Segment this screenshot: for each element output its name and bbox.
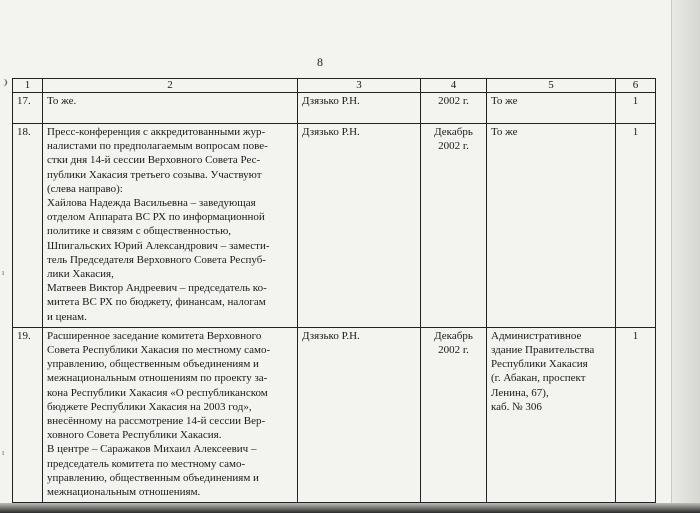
description-line: Шпигальских Юрий Александрович – замести- xyxy=(47,239,270,252)
description-line: межнациональным отношениям. xyxy=(47,486,201,499)
description-line: Расширенное заседание комитета Верховного xyxy=(47,329,262,342)
location-line: (г. Абакан, проспект xyxy=(491,372,586,385)
description-line: политике и связям с общественностью, xyxy=(47,225,232,238)
column-header: 4 xyxy=(421,79,487,93)
description-line: налистами по предполагаемым вопросам пове- xyxy=(47,140,268,153)
row-description xyxy=(43,124,298,328)
row-number: 17. xyxy=(13,93,43,124)
location-line: здание Правительства xyxy=(491,344,595,357)
row-location xyxy=(487,93,616,124)
column-header: 6 xyxy=(616,79,656,93)
margin-mark: ı xyxy=(2,448,5,457)
location-line: То же xyxy=(491,126,518,138)
row-author: Дзязько Р.Н. xyxy=(298,327,421,502)
description-line: управлению, общественным объединениям и xyxy=(47,471,259,484)
column-header: 3 xyxy=(298,79,421,93)
date-line: Декабрь xyxy=(434,329,473,342)
description-line: В центре – Саражаков Михаил Алексеевич – xyxy=(47,443,257,456)
description-line: публики Хакасия третьего созыва. Участвуют xyxy=(47,168,262,181)
records-table xyxy=(12,78,656,503)
column-header: 5 xyxy=(487,79,616,93)
row-location xyxy=(487,124,616,328)
description-line: внесённому на рассмотрение 14-й сессии Вер- xyxy=(47,415,266,428)
location-line: Ленина, 67), xyxy=(491,386,549,399)
row-date xyxy=(421,327,487,502)
description-line: отделом Аппарата ВС РХ по информационной xyxy=(47,211,265,224)
location-line: То же xyxy=(491,95,518,107)
date-line: Декабрь xyxy=(434,126,473,138)
row-author: Дзязько Р.Н. xyxy=(298,93,421,124)
row-count: 1 xyxy=(616,124,656,328)
location-line: Республики Хакасия xyxy=(491,358,588,371)
description-line: тель Председателя Верховного Совета Респуб- xyxy=(47,253,266,266)
scan-bottom-edge xyxy=(0,503,700,513)
table-row xyxy=(13,327,656,502)
description-line: Пресс-конференция с аккредитованными жур- xyxy=(47,126,266,138)
description-line: и ценам. xyxy=(47,310,87,323)
location-line: каб. № 306 xyxy=(491,400,542,413)
description-line: межнациональным отношениям по проекту за- xyxy=(47,372,268,385)
row-date xyxy=(421,124,487,328)
row-location xyxy=(487,327,616,502)
page-number: 8 xyxy=(317,55,323,69)
description-line: кона Республики Хакасия «О республиканском xyxy=(47,386,268,399)
row-author: Дзязько Р.Н. xyxy=(298,124,421,328)
description-line: ховного Совета Республики Хакасия. xyxy=(47,429,222,442)
description-line: Матвеев Виктор Андреевич – председатель ко- xyxy=(47,282,267,295)
margin-mark: ❩ xyxy=(2,78,9,87)
row-description xyxy=(43,327,298,502)
description-line: стки дня 14-й сессии Верховного Совета Рес- xyxy=(47,154,261,167)
column-header: 2 xyxy=(43,79,298,93)
row-count: 1 xyxy=(616,327,656,502)
column-header: 1 xyxy=(13,79,43,93)
row-count: 1 xyxy=(616,93,656,124)
location-line: Административное xyxy=(491,329,582,342)
description-line: (слева направо): xyxy=(47,182,123,195)
table-header-row xyxy=(13,79,656,93)
description-line: лики Хакасия, xyxy=(47,268,114,281)
description-line: бюджете Республики Хакасия на 2003 год», xyxy=(47,400,252,413)
row-description xyxy=(43,93,298,124)
row-date xyxy=(421,93,487,124)
description-line: Хайлова Надежда Васильевна – заведующая xyxy=(47,197,256,210)
table-row xyxy=(13,124,656,328)
table-row xyxy=(13,93,656,124)
description-line: управлению, общественным объединениям и xyxy=(47,358,259,371)
row-number: 19. xyxy=(13,327,43,502)
row-number: 18. xyxy=(13,124,43,328)
date-line: 2002 г. xyxy=(438,140,469,153)
description-line: Совета Республики Хакасия по местному само- xyxy=(47,344,271,357)
date-line: 2002 г. xyxy=(438,344,469,357)
margin-mark: ı xyxy=(2,268,5,277)
page-edge xyxy=(671,0,700,513)
description-line: митета ВС РХ по бюджету, финансам, налогам xyxy=(47,296,266,309)
description-line: То же. xyxy=(47,95,77,107)
description-line: председатель комитета по местному само- xyxy=(47,457,246,470)
date-line: 2002 г. xyxy=(438,95,469,107)
